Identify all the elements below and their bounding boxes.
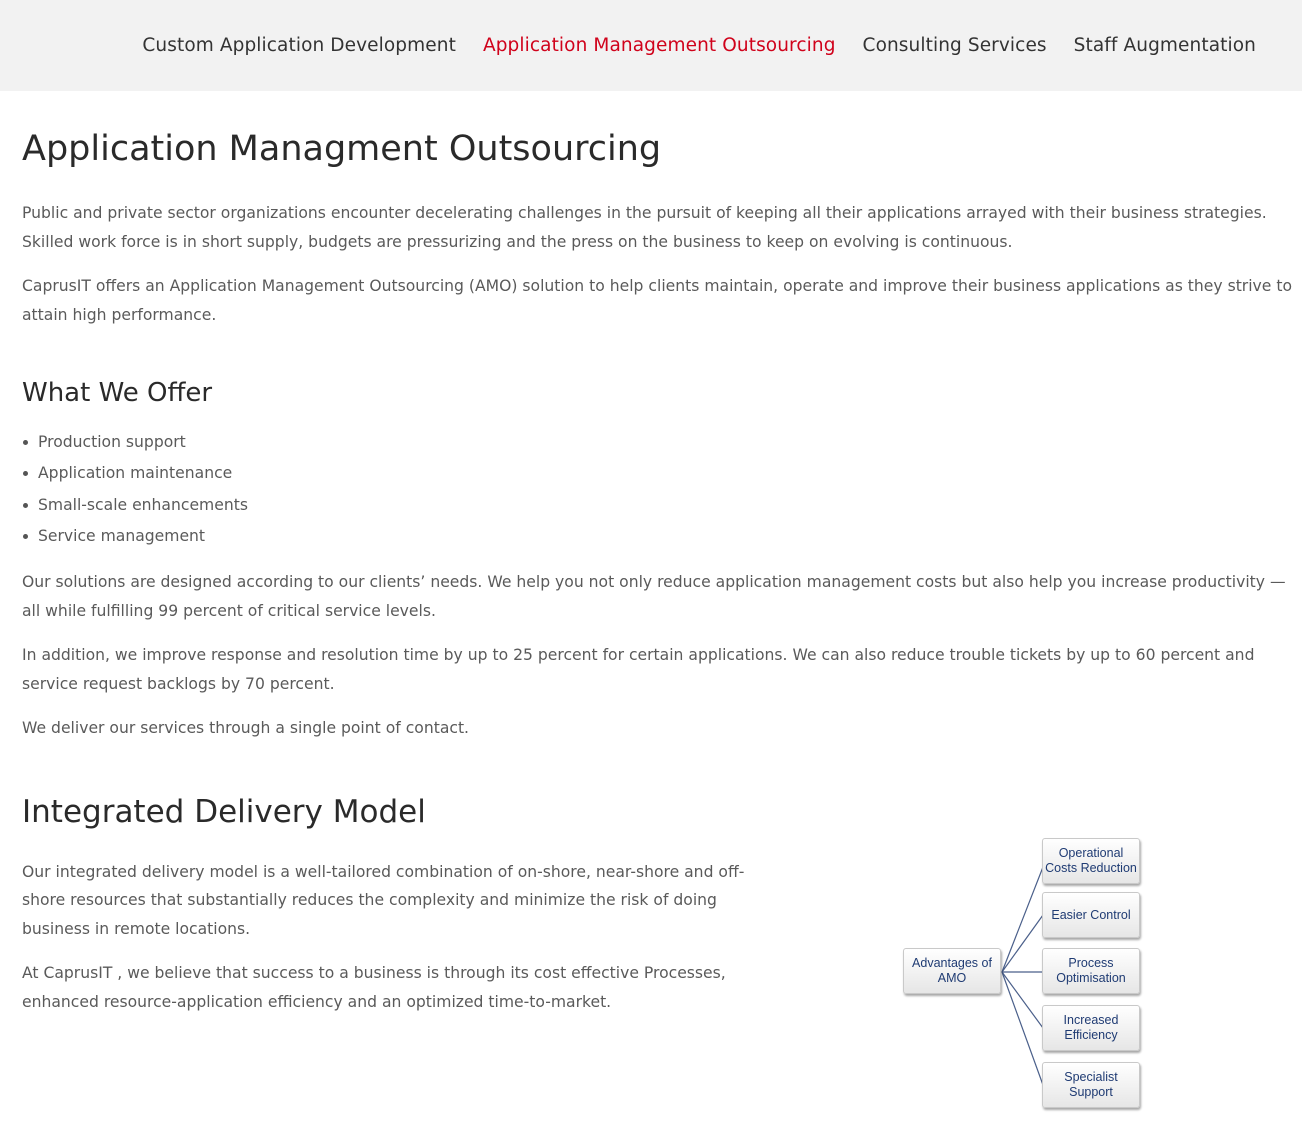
idm-paragraph-1: Our integrated delivery model is a well-tailored combination of on-shore, near-shore and off-shore resources that substantially reduces the complexity and minimize the risk of doing business in remote locations. <box>22 862 745 938</box>
amo-advantages-diagram <box>840 832 1200 1114</box>
nav-consulting-services[interactable]: Consulting Services <box>862 35 1047 56</box>
intro-paragraph-2: CaprusIT offers an Application Management Outsourcing (AMO) solution to help clients maintain, operate and improve their business applications as they strive to attain high performance. <box>22 277 1292 324</box>
diagram-branch-box <box>1042 892 1140 938</box>
nav-staff-augmentation[interactable]: Staff Augmentation <box>1073 35 1256 56</box>
offer-paragraph-3: We deliver our services through a single point of contact. <box>22 719 470 738</box>
offer-list <box>22 427 1295 552</box>
diagram-branch-box <box>1042 838 1140 884</box>
offer-list-item: Service management <box>38 521 1295 552</box>
what-we-offer-heading: What We Offer <box>22 378 213 408</box>
offer-list-item: Production support <box>38 427 1295 458</box>
nav-application-management-outsourcing[interactable]: Application Management Outsourcing <box>482 35 836 56</box>
connector-line <box>1002 972 1043 1085</box>
connector-line <box>1002 972 1043 1028</box>
offer-list-item: Small-scale enhancements <box>38 490 1295 521</box>
top-navigation <box>0 0 1302 91</box>
diagram-branch-label: Process Optimisation <box>1056 956 1126 985</box>
diagram-branch-label: Specialist Support <box>1064 1070 1118 1099</box>
offer-list-item: Application maintenance <box>38 458 1295 489</box>
diagram-connector-lines <box>840 832 1200 1114</box>
diagram-branch-box <box>1042 948 1140 994</box>
offer-paragraph-2: In addition, we improve response and resolution time by up to 25 percent for certain applications. We can also reduce trouble tickets by up to 60 percent and service request backlogs by 70 percent. <box>22 646 1255 693</box>
diagram-branch-box <box>1042 1062 1140 1108</box>
intro-paragraph-1: Public and private sector organizations encounter decelerating challenges in the pursuit of keeping all their applications arrayed with their business strategies. Skilled work force is in short supply, budgets are pressurizing and the press on the business to keep on evolving is continuous. <box>22 204 1267 251</box>
diagram-root-label: Advantages of AMO <box>912 956 992 985</box>
page-title: Application Managment Outsourcing <box>22 129 662 169</box>
offer-paragraph-1: Our solutions are designed according to our clients’ needs. We help you not only reduce application management costs but also help you increase productivity —all while fulfilling 99 percent of critical service levels. <box>22 573 1286 620</box>
diagram-branch-box <box>1042 1005 1140 1051</box>
diagram-branch-label: Easier Control <box>1051 907 1131 922</box>
nav-custom-application-development[interactable]: Custom Application Development <box>142 35 456 56</box>
idm-text-column <box>22 858 782 1017</box>
diagram-branch-label: Increased Efficiency <box>1063 1013 1119 1042</box>
connector-line <box>1002 915 1043 972</box>
idm-paragraph-2: At CaprusIT , we believe that success to a business is through its cost effective Processes, enhanced resource-application efficiency and an optimized time-to-market. <box>22 964 726 1011</box>
diagram-root-box <box>903 948 1001 994</box>
integrated-delivery-model-heading: Integrated Delivery Model <box>22 793 426 830</box>
connector-line <box>1002 867 1043 972</box>
diagram-branch-label: Operational Costs Reduction <box>1045 846 1137 875</box>
